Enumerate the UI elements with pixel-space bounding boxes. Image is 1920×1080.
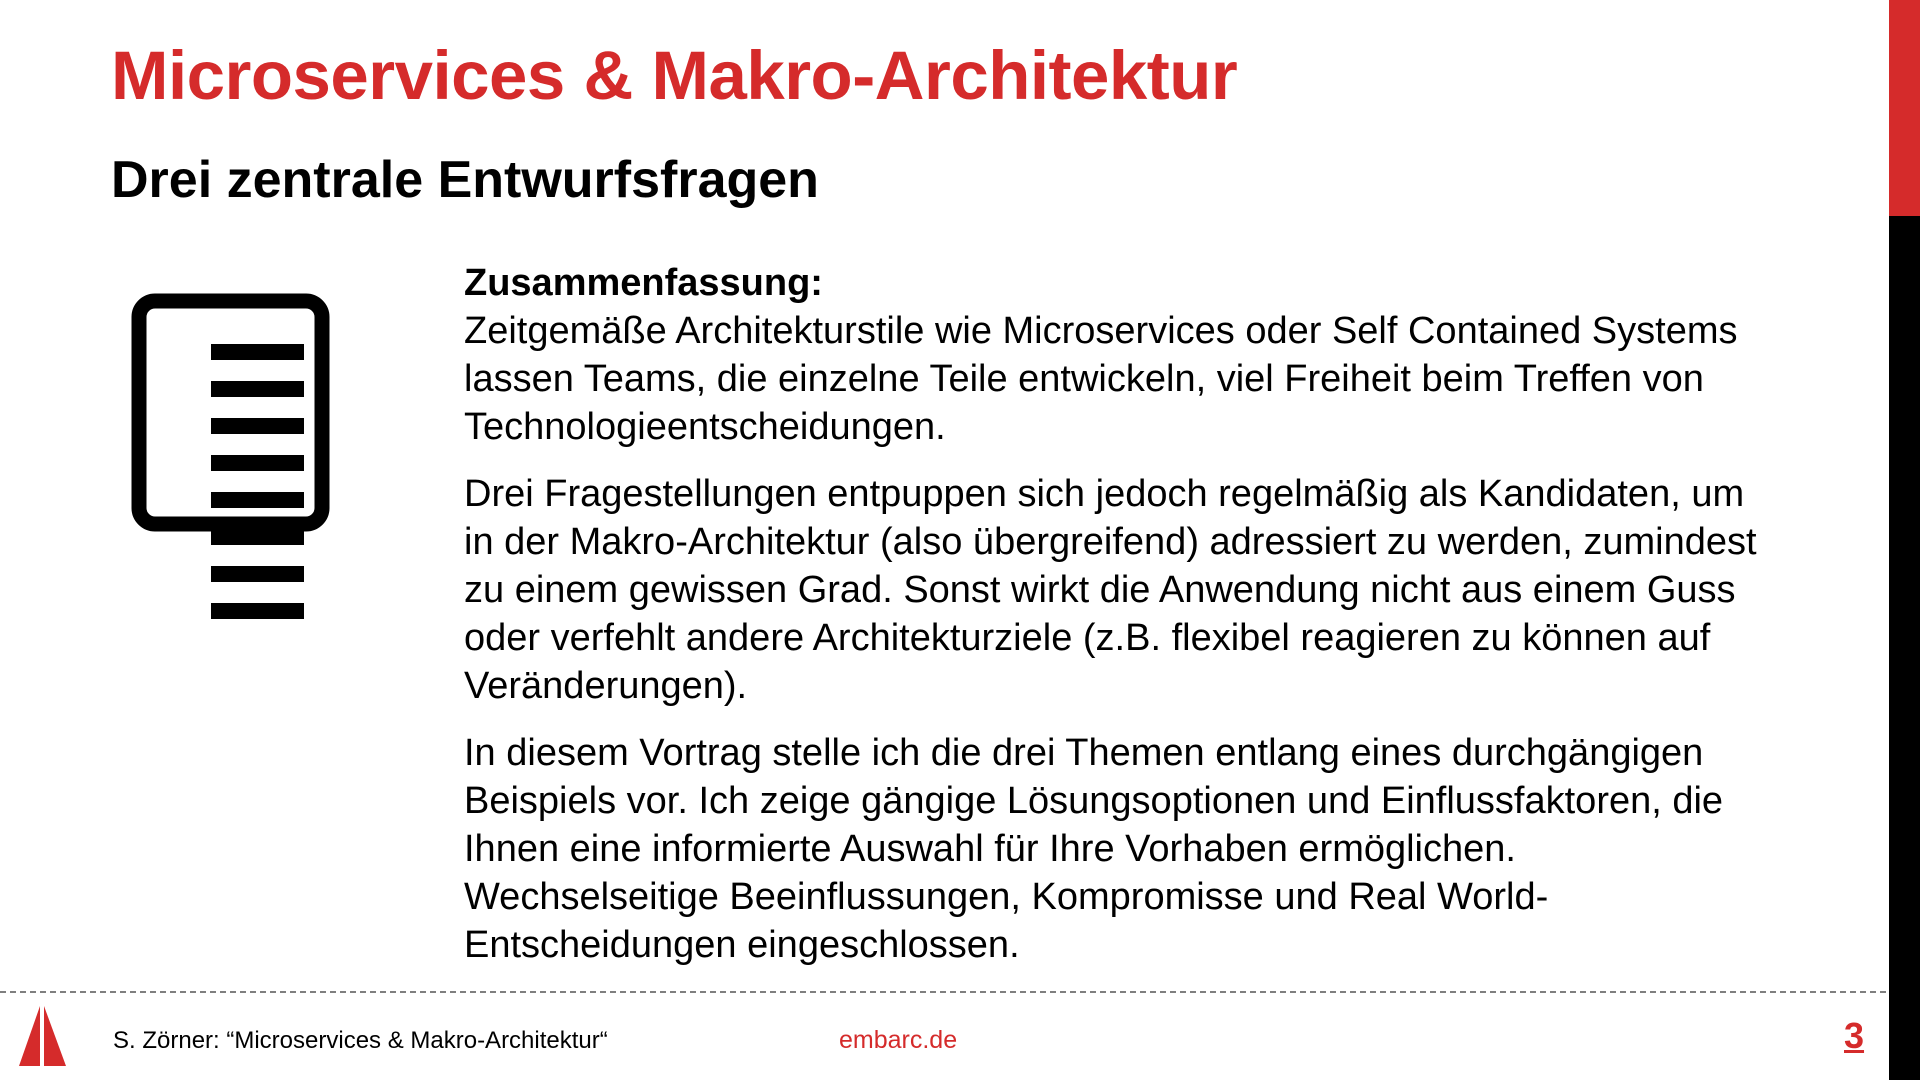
summary-paragraph xyxy=(464,259,1764,451)
paragraph-2: Drei Fragestellungen entpuppen sich jedoch regelmäßig als Kandidaten, um in der Makro-Architektur (also übergreifend) adressiert zu werden, zumindest zu einem gewissen Grad. Sonst wirkt die Anwendung nicht aus einem Guss oder verfehlt andere Architekturziele (z.B. flexibel reagieren zu können auf Veränderungen). xyxy=(464,473,1757,707)
embarc-logo-icon xyxy=(14,1006,70,1068)
page-number: 3 xyxy=(1844,1015,1865,1056)
document-with-pencil-icon xyxy=(122,292,422,642)
summary-heading: Zusammenfassung: xyxy=(464,262,823,304)
paragraph-3: In diesem Vortrag stelle ich die drei Themen entlang eines durchgängigen Beispiels vor. Ich zeige gängige Lösungsoptionen und Einflussfaktoren, die Ihnen eine informierte Auswahl für Ihre Vorhaben ermöglichen. Wechselseitige Beeinflussungen, Kompromisse und Real World-Entscheidungen eingeschlossen. xyxy=(464,732,1724,966)
side-accent-bar-black xyxy=(1889,216,1920,1080)
slide-title: Microservices & Makro-Architektur xyxy=(111,37,1238,114)
paragraph-1: Zeitgemäße Architekturstile wie Microservices oder Self Contained Systems lassen Teams, die einzelne Teile entwickeln, viel Freiheit beim Treffen von Technologieentscheidungen. xyxy=(464,310,1738,448)
footer-author: S. Zörner: “Microservices & Makro-Architektur“ xyxy=(113,1027,608,1054)
side-accent-bar-red xyxy=(1889,0,1920,216)
slide-subtitle: Drei zentrale Entwurfsfragen xyxy=(111,151,819,209)
content-block xyxy=(464,259,1764,988)
footer-site-link[interactable]: embarc.de xyxy=(839,1026,958,1054)
footer-divider xyxy=(0,991,1886,993)
